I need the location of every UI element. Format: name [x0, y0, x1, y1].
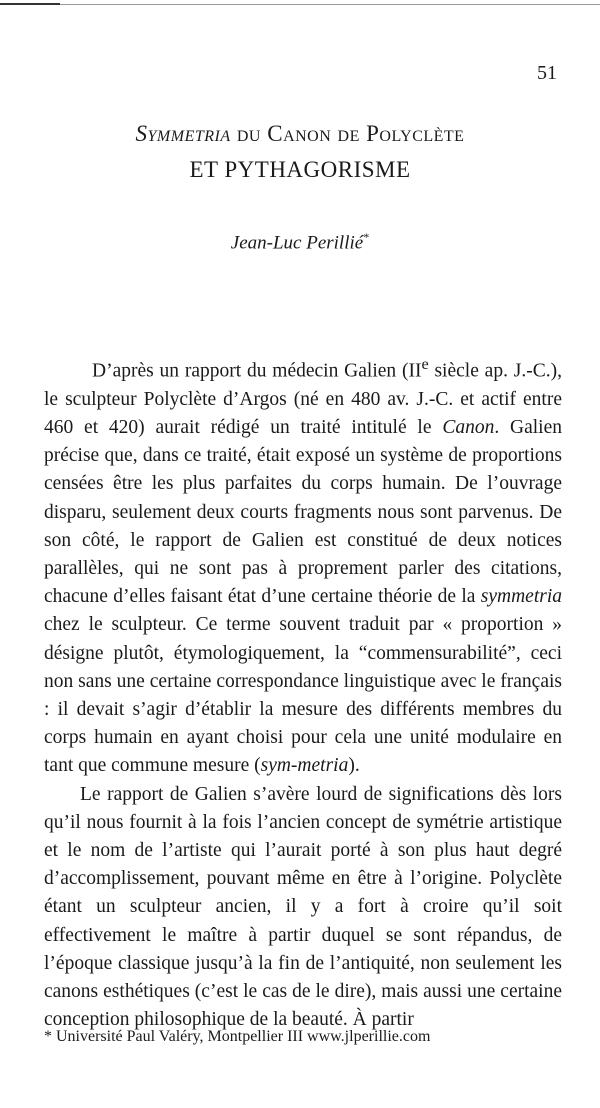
p1-italic-canon: Canon — [442, 416, 495, 438]
p1-italic-symmetria: symmetria — [480, 586, 562, 608]
author-name-text: Jean-Luc Perillié — [230, 232, 364, 254]
title-line-2: ET PYTHAGORISME — [189, 157, 411, 182]
p1-italic-sym-metria: sym-metria — [260, 755, 349, 777]
footnote-mark: * — [44, 1028, 52, 1045]
author-footnote-mark: * — [363, 230, 370, 244]
article-body — [44, 350, 562, 1034]
top-rule-accent — [0, 3, 60, 5]
p1-seg: ). — [348, 755, 360, 777]
footnote-text: Université Paul Valéry, Montpellier III www.jlperillie.com — [52, 1028, 431, 1045]
paragraph-2: Le rapport de Galien s’avère lourd de significations dès lors qu’il nous fournit à la fois l’ancien concept de symétrie artistique et le nom de l’artiste qui l’aurait porté à son plus haut degré d’accomplissement, pouvant même en être à l’origine. Polyclète étant un sculpteur ancien, il y a fort à croire qu’il soit effectivement le maître à partir duquel se sont répandus, de l’époque classique jusqu’à la fin de l’antiquité, non seulement les canons esthétiques (c’est le cas de le dire), mais aussi une certaine conception philosophique de la beauté. À partir — [44, 783, 562, 1031]
title-italic-word: Symmetria — [135, 121, 231, 146]
paragraph-1 — [44, 350, 562, 781]
author-name — [0, 230, 600, 254]
p1-seg: chez le sculpteur. Ce terme souvent traduit par « proportion » désigne plutôt, étymologiquement, la “commensurabilité”, ceci non sans une certaine correspondance linguistique avec le français : il devait s’agir d’établir la mesure des différents membres du corps humain en ayant choisi pour cela une unité modulaire en tant que commune mesure ( — [44, 614, 562, 777]
top-rule — [0, 4, 600, 5]
title-line-1 — [40, 116, 560, 152]
p1-superscript: e — [421, 355, 429, 373]
footnote — [44, 1028, 562, 1046]
p1-seg: siècle ap. J.-C.), le sculpteur Polyclète d’Argos (né en 480 av. J.-C. et actif entre 460 et 420) aurait rédigé un traité intitulé le — [44, 360, 562, 438]
article-title — [40, 116, 560, 188]
page-number: 51 — [537, 62, 557, 84]
p1-seg: D’après un rapport du médecin Galien (II — [92, 360, 422, 382]
p1-seg: . Galien précise que, dans ce traité, était exposé un système de proportions censées être les plus parfaites du corps humain. De l’ouvrage disparu, seulement deux courts fragments nous sont parvenus. De son côté, le rapport de Galien est constitué de deux notices parallèles, qui ne sont pas à proprement parler des citations, chacune d’elles faisant état d’une certaine théorie de la — [44, 416, 562, 608]
title-line-1-rest: du Canon de Polyclète — [236, 121, 465, 146]
